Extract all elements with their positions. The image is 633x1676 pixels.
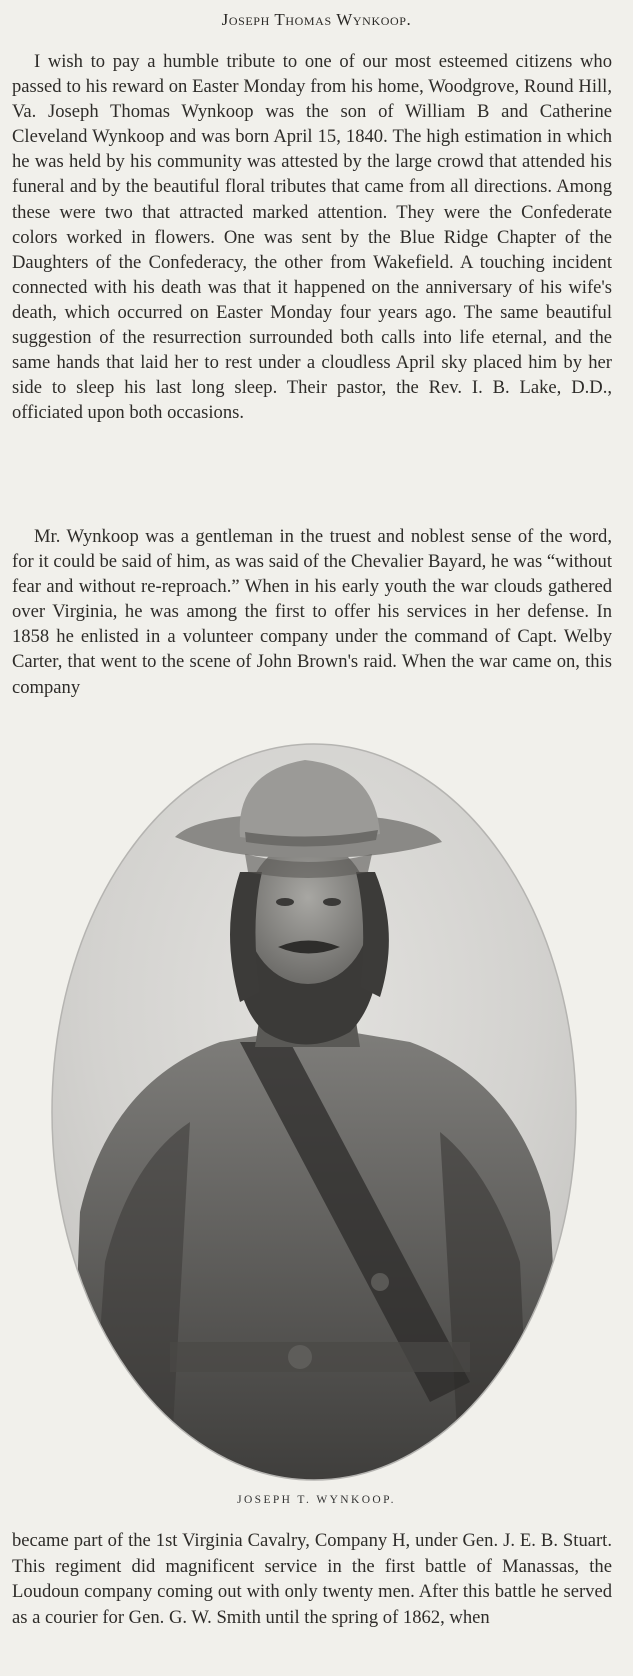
paragraph-3: became part of the 1st Virginia Cavalry, Company H, under Gen. J. E. B. Stuart. This regiment did magnificent service in the first battle of Manassas, the Loudoun company coming out with only twenty men. After this battle he served as a courier for Gen. G. W. Smith until the spring of 1862, when <box>12 1530 612 1628</box>
photo-caption: JOSEPH T. WYNKOOP. <box>237 1494 396 1506</box>
page-title: Joseph Thomas Wynkoop. <box>221 10 412 29</box>
paragraph-1: I wish to pay a humble tribute to one of our most esteemed citizens who passed to his reward on Easter Monday from his home, Woodgrove, Round Hill, Va. Joseph Thomas Wynkoop was the son of William B and Catherine Cleveland Wynkoop and was born April 15, 1840. The high estimation in which he was held by his community was attested by the large crowd that attended his funeral and by the beautiful floral tributes that came from all directions. Among these were two that attracted marked attention. They were the Confederate colors worked in flowers. One was sent by the Blue Ridge Chapter of the Daughters of the Confederacy, the other from Wakefield. A touching incident connected with his death was that it happened on the anniversary of his wife's death, which occurred on Easter Monday four years ago. The same beautiful suggestion of the resurrection surrounded both calls into life eternal, and the same hands that laid her to rest under a cloudless April sky placed him by her side to sleep his last long sleep. Their pastor, the Rev. I. B. Lake, D.D., officiated upon both occasions. <box>12 51 612 424</box>
paragraph-2: Mr. Wynkoop was a gentleman in the truest and noblest sense of the word, for it could be said of him, as was said of the Chevalier Bayard, he was “without fear and without re-reproach.” When in his early youth the war clouds gathered over Virginia, he was among the first to offer his services in her defense. In 1858 he enlisted in a volunteer company under the command of Capt. Welby Carter, that went to the scene of John Brown's raid. When the war came on, this company <box>12 526 612 698</box>
portrait-photo <box>50 742 578 1482</box>
